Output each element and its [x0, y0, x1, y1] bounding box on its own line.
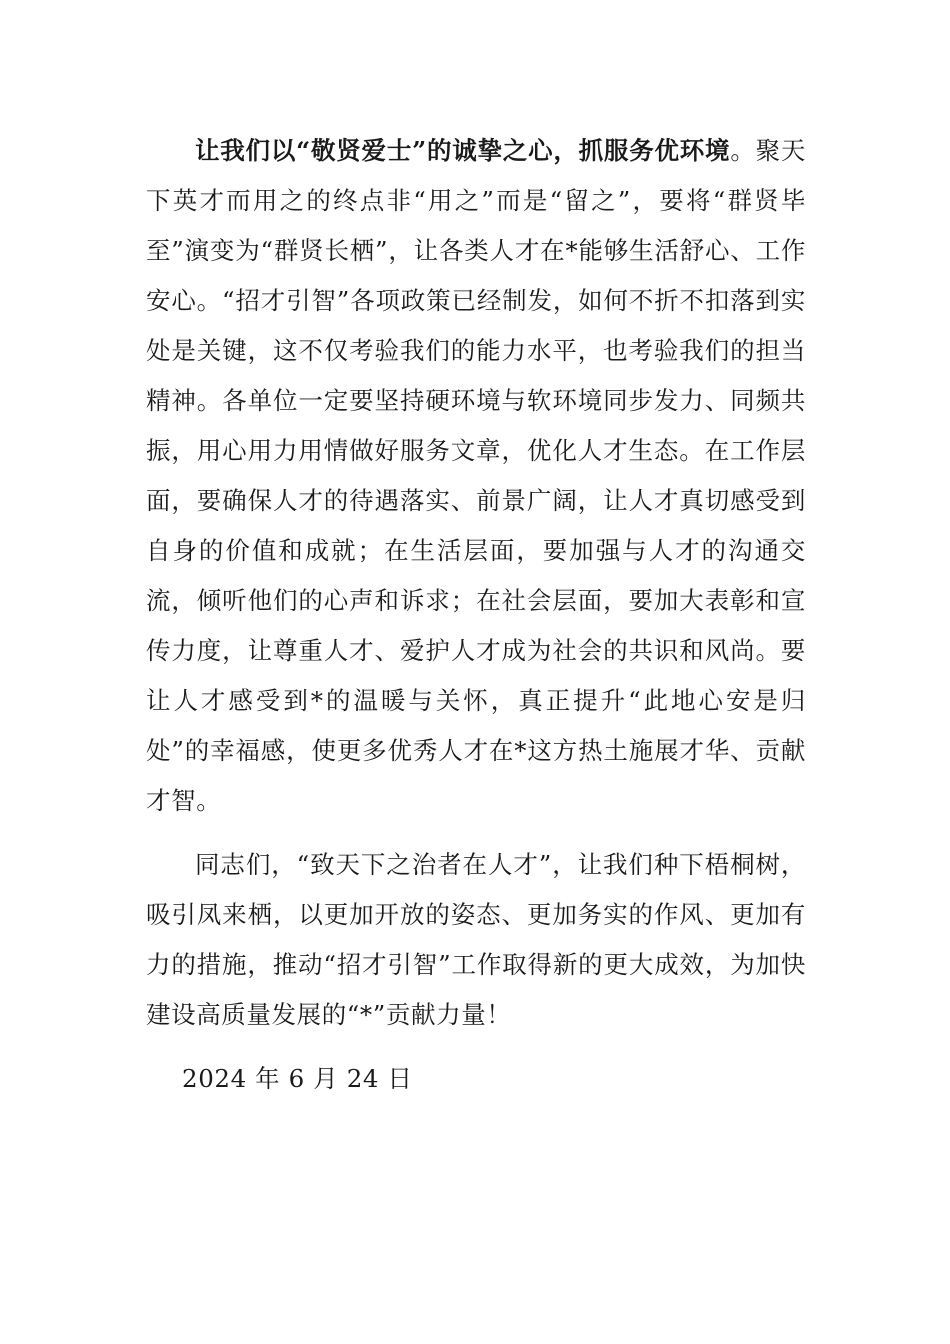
paragraph-body: 。聚天下英才而用之的终点非“用之”而是“留之”，要将“群贤毕至”演变为“群贤长栖”，让各类人才在*能够生活舒心、工作安心。“招才引智”各项政策已经制发，如何不折不扣落到实处是关键，这不仅考验我们的能力水平，也考验我们的担当精神。各单位一定要坚持硬环境与软环境同步发力、同频共振，用心用力用情做好服务文章，优化人才生态。在工作层面，要确保人才的待遇落实、前景广阔，让人才真切感受到自身的价值和成就；在生活层面，要加强与人才的沟通交流，倾听他们的心声和诉求；在社会层面，要加大表彰和宣传力度，让尊重人才、爱护人才成为社会的共识和风尚。要让人才感受到*的温暖与关怀，真正提升“此地心安是归处”的幸福感，使更多优秀人才在*这方热土施展才华、贡献才智。: [146, 136, 806, 815]
paragraph-service-environment: [146, 126, 806, 826]
document-page: [146, 126, 806, 1104]
paragraph-lead-heading: 让我们以“敬贤爱士”的诚挚之心，抓服务优环境: [195, 136, 731, 165]
document-date: 2024 年 6 月 24 日: [182, 1064, 413, 1093]
paragraph-closing: 同志们，“致天下之治者在人才”，让我们种下梧桐树，吸引凤来栖，以更加开放的姿态、更加务实的作风、更加有力的措施，推动“招才引智”工作取得新的更大成效，为加快建设高质量发展的“*”贡献力量！: [146, 850, 806, 1029]
